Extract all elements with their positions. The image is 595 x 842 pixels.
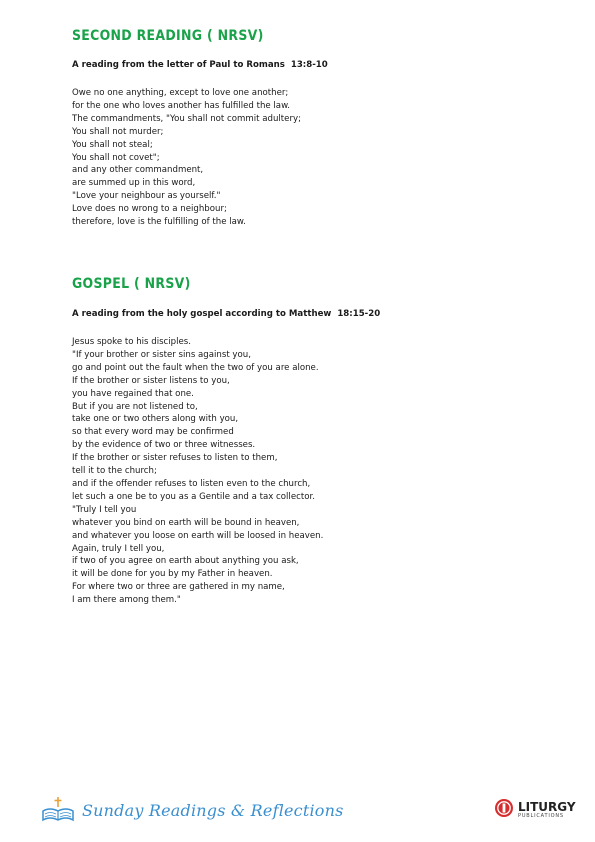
text-line: "If your brother or sister sins against you,: [72, 349, 251, 360]
second-reading-reference: A reading from the letter of Paul to Romans 13:8-10: [72, 60, 328, 70]
text-line: let such a one be to you as a Gentile and a tax collector.: [72, 491, 315, 502]
text-line: Love does no wrong to a neighbour;: [72, 204, 227, 215]
text-line: The commandments, "You shall not commit adultery;: [72, 113, 301, 124]
text-line: you have regained that one.: [72, 388, 194, 399]
text-line: and if the offender refuses to listen even to the church,: [72, 478, 311, 489]
text-line: therefore, love is the fulfilling of the law.: [72, 217, 246, 228]
text-line: and whatever you loose on earth will be loosed in heaven.: [72, 530, 324, 541]
text-line: I am there among them.": [72, 595, 181, 606]
text-line: You shall not steal;: [72, 139, 153, 150]
text-line: and any other commandment,: [72, 165, 204, 176]
publisher-logo: [494, 798, 576, 822]
publisher-sub: PUBLICATIONS: [518, 812, 564, 819]
text-line: Owe no one anything, except to love one another;: [72, 88, 289, 98]
text-line: You shall not covet";: [72, 152, 160, 163]
second-reading-title: SECOND READING ( NRSV): [72, 26, 264, 44]
second-reading-section: [72, 26, 542, 229]
footer-brand: [40, 795, 344, 825]
text-line: so that every word may be confirmed: [72, 427, 234, 438]
text-line: "Love your neighbour as yourself.": [72, 191, 221, 202]
text-line: tell it to the church;: [72, 466, 157, 477]
liturgy-logo-icon: [494, 798, 514, 822]
text-line: go and point out the fault when the two of you are alone.: [72, 362, 319, 373]
text-line: If the brother or sister refuses to listen to them,: [72, 453, 278, 464]
text-line: If the brother or sister listens to you,: [72, 375, 230, 386]
text-line: Jesus spoke to his disciples.: [72, 337, 192, 347]
gospel-text: [72, 336, 542, 607]
open-bible-cross-icon: [40, 795, 76, 825]
gospel-section: [72, 274, 542, 607]
gospel-reference: A reading from the holy gospel according to Matthew 18:15-20: [72, 309, 381, 319]
text-line: Again, truly I tell you,: [72, 543, 165, 554]
publisher-name: LITURGY: [518, 799, 576, 814]
gospel-title: GOSPEL ( NRSV): [72, 274, 191, 292]
second-reading-text: [72, 87, 542, 229]
text-line: For where two or three are gathered in my name,: [72, 582, 285, 593]
footer-brand-text: Sunday Readings & Reflections: [82, 800, 344, 820]
text-line: You shall not murder;: [72, 126, 164, 137]
text-line: are summed up in this word,: [72, 178, 196, 189]
text-line: for the one who loves another has fulfilled the law.: [72, 100, 291, 111]
text-line: take one or two others along with you,: [72, 414, 239, 425]
text-line: by the evidence of two or three witnesses.: [72, 440, 256, 451]
text-line: whatever you bind on earth will be bound in heaven,: [72, 517, 300, 528]
text-line: it will be done for you by my Father in heaven.: [72, 569, 273, 580]
text-line: if two of you agree on earth about anything you ask,: [72, 556, 299, 567]
text-line: But if you are not listened to,: [72, 401, 198, 412]
text-line: "Truly I tell you: [72, 504, 137, 515]
